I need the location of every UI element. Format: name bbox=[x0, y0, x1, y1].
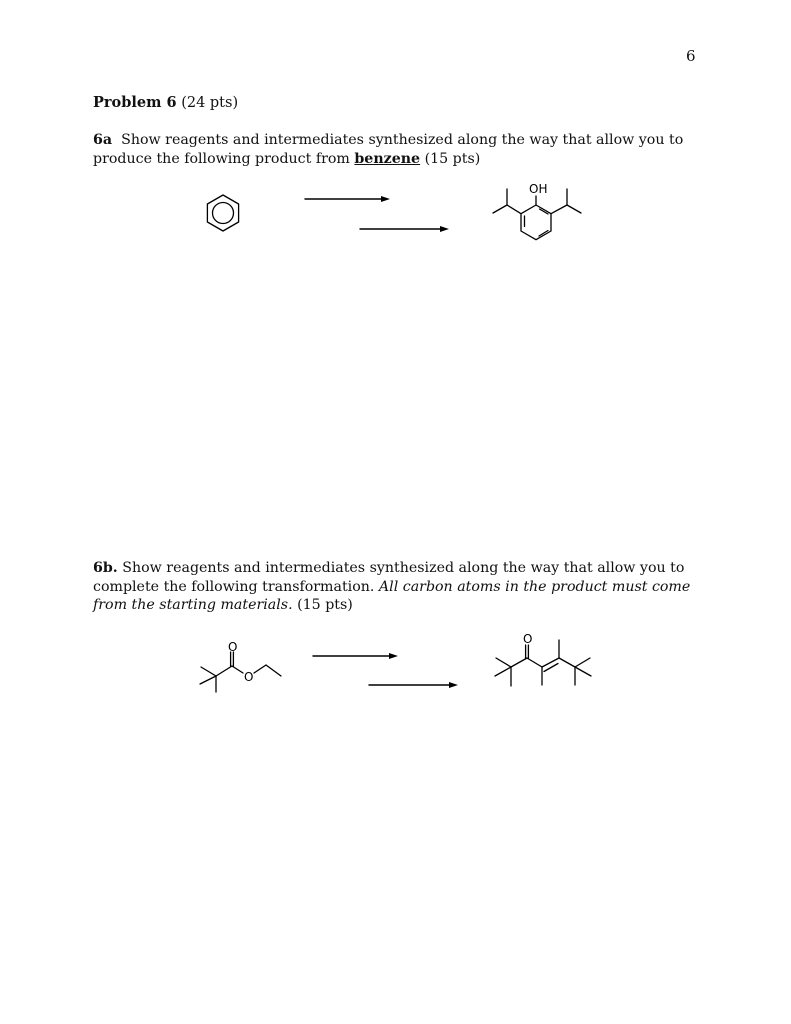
product-enone-structure bbox=[495, 632, 591, 686]
product-carbonyl-o-label: O bbox=[523, 632, 533, 646]
question-6b-points: (15 pts) bbox=[297, 597, 353, 613]
question-6a-text: Show reagents and intermediates synthesized along the way that allow you to produce the following product from bbox=[93, 132, 684, 167]
question-6b-label: 6b. bbox=[93, 560, 118, 576]
question-6a-emphasis: benzene bbox=[354, 150, 421, 167]
page-number: 6 bbox=[686, 47, 696, 65]
product-oh-label: OH bbox=[529, 182, 548, 196]
reaction-arrow-6b-1 bbox=[313, 653, 398, 659]
ester-carbonyl-o-label: O bbox=[228, 640, 238, 654]
question-6b-italic-text: All carbon atoms in the product must come from the starting materials. bbox=[93, 578, 691, 613]
problem-heading: Problem 6 bbox=[93, 94, 177, 111]
problem-points: (24 pts) bbox=[181, 95, 239, 111]
question-6a-points: (15 pts) bbox=[424, 150, 481, 167]
question-6a-label: 6a bbox=[93, 132, 113, 148]
starting-ester-structure bbox=[200, 640, 281, 692]
reaction-arrow-6b-2 bbox=[369, 682, 458, 688]
question-6b-text: Show reagents and intermediates synthesized along the way that allow you to complete the following transformation. bbox=[93, 560, 685, 595]
ester-oxygen-label: O bbox=[244, 670, 254, 684]
